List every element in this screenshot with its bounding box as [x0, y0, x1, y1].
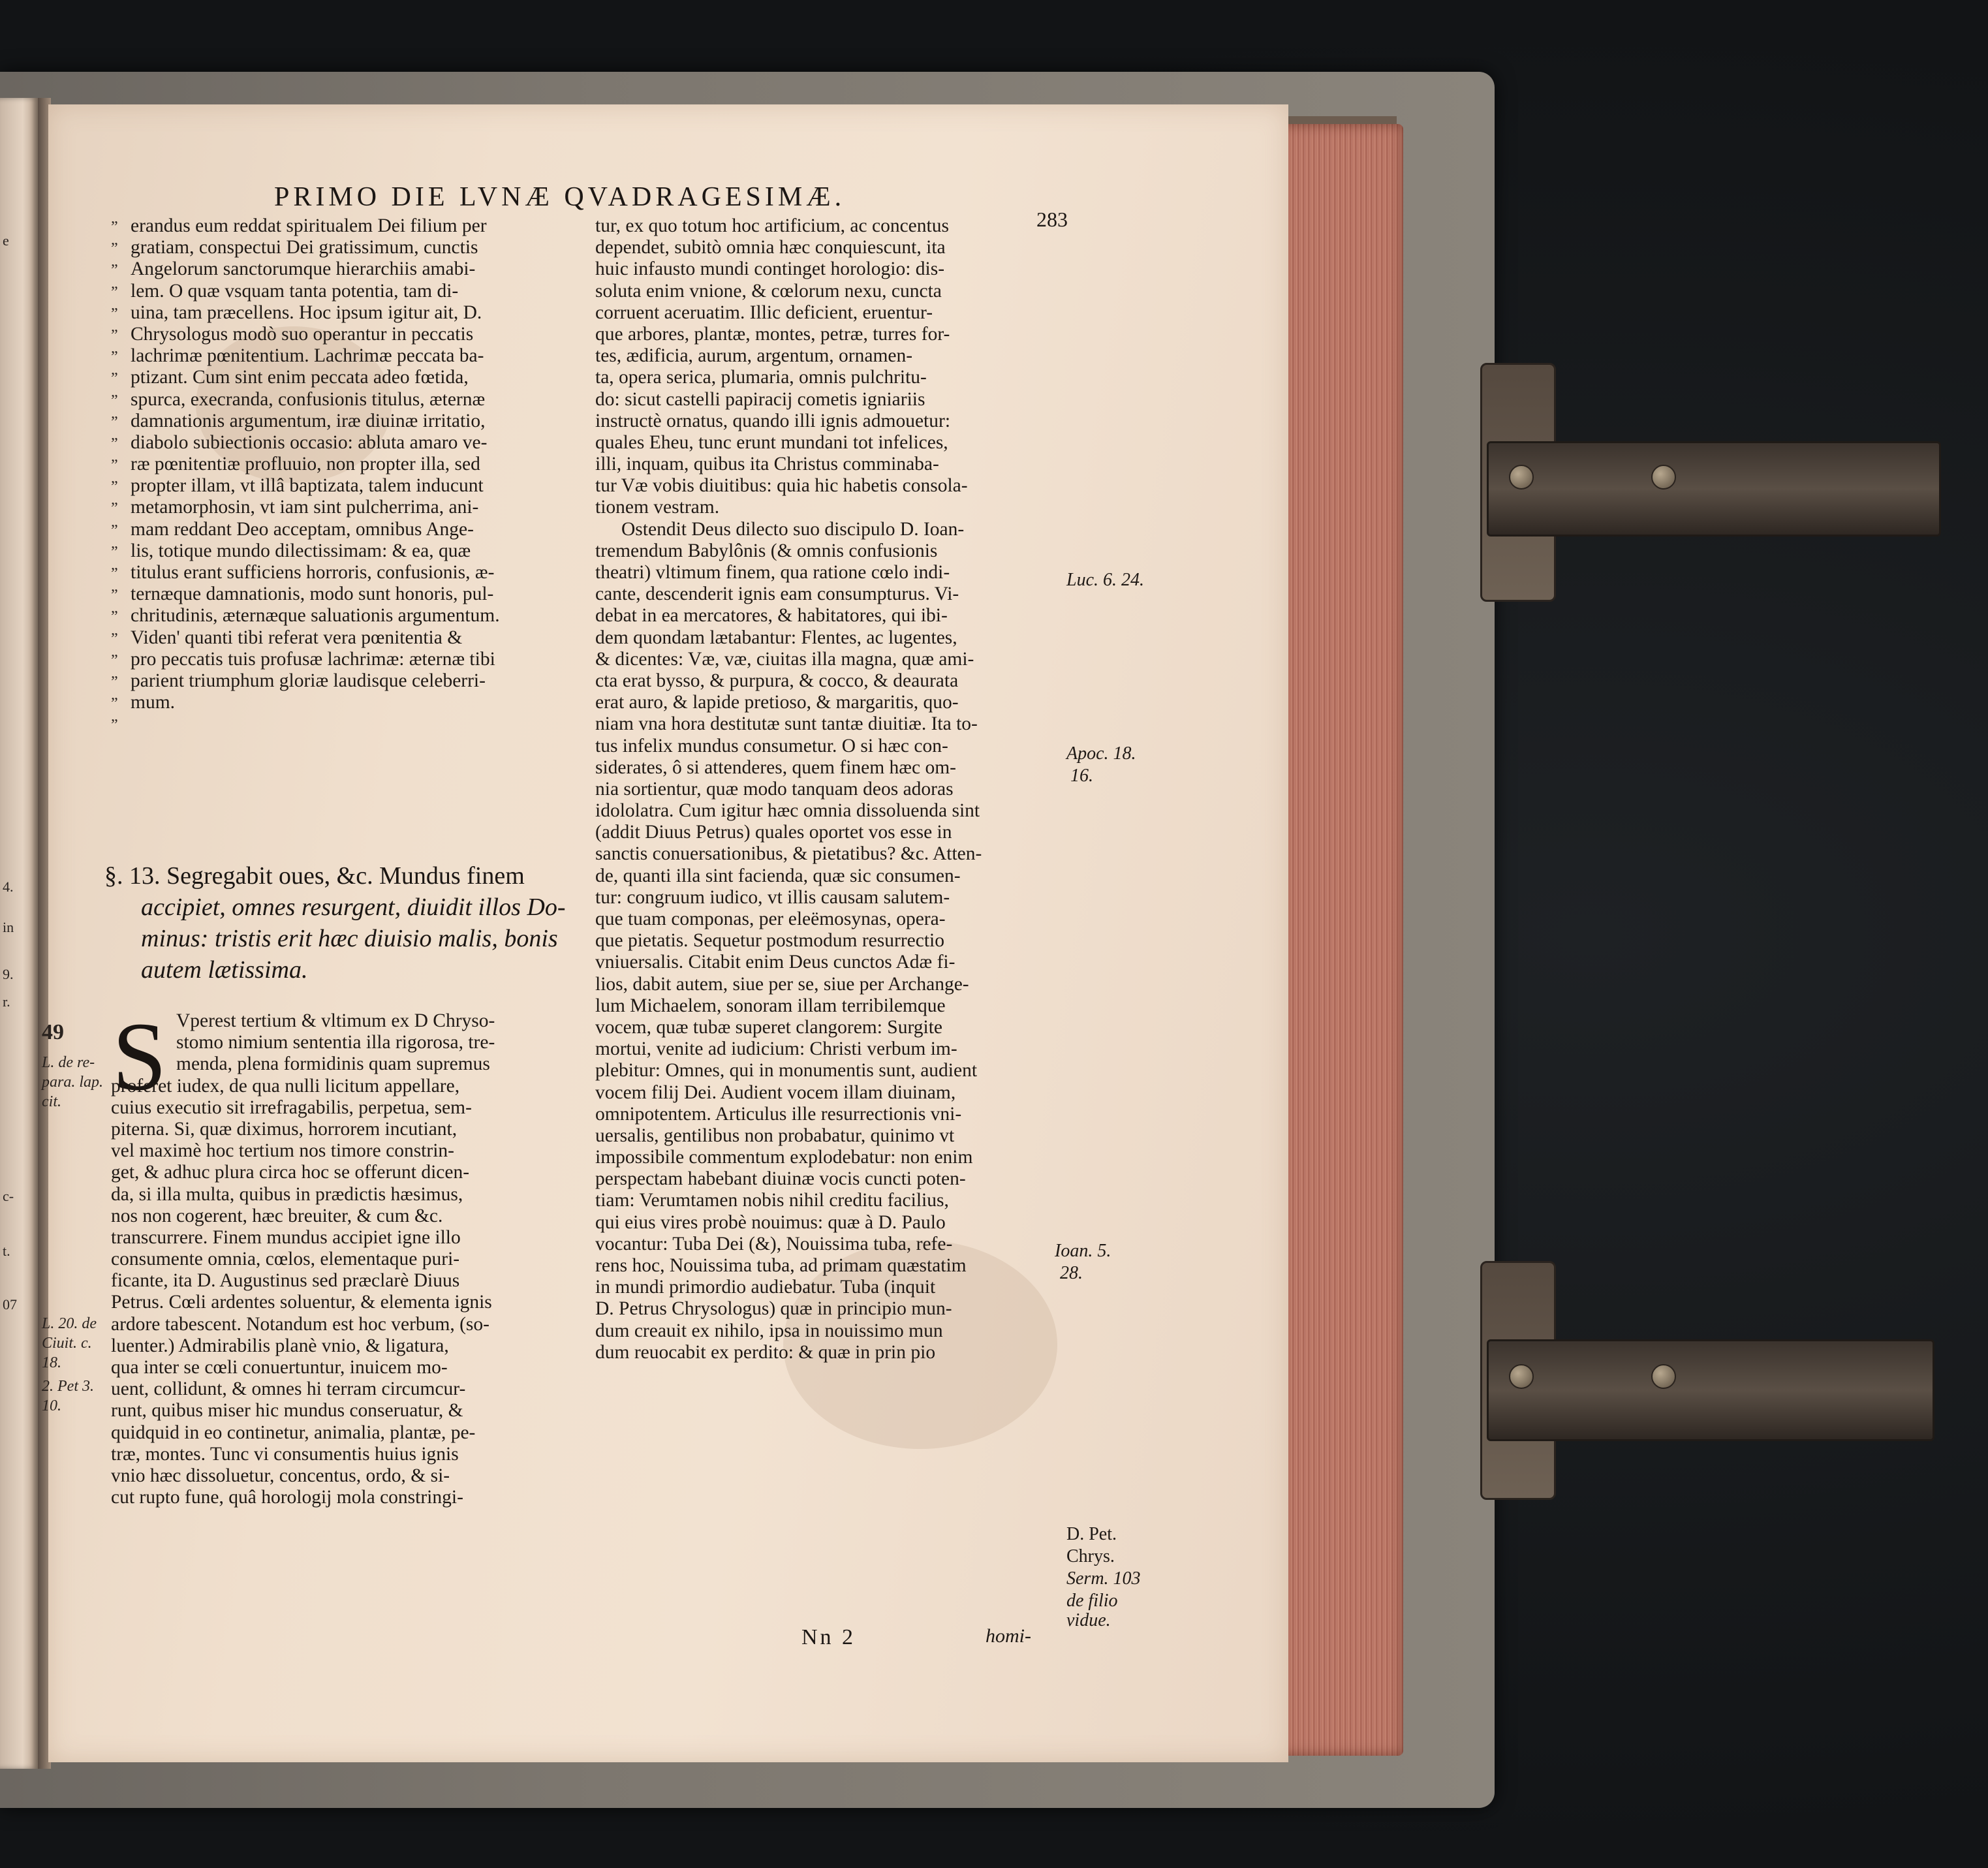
catchword: homi- [986, 1625, 1031, 1647]
rivet-icon [1509, 465, 1534, 490]
text-line: uent, collidunt, & omnes hi terram circumcur- [111, 1378, 466, 1400]
quote-mark: ” [111, 305, 118, 322]
text-line: (addit Diuus Petrus) quales oportet vos esse in [595, 822, 952, 843]
text-line: omnipotentem. Articulus ille resurrectionis vni- [595, 1103, 962, 1125]
text-line: luenter.) Admirabilis planè vnio, & ligatura, [111, 1335, 449, 1356]
text-line: vel maximè hoc tertium nos timore constrin- [111, 1140, 454, 1162]
line-text: ptizant. Cum sint enim peccata adeo fœtida, [131, 367, 469, 388]
section-heading [104, 860, 600, 986]
prev-mark: t. [3, 1243, 10, 1259]
text-line: vocem, quæ tubæ superet clangorem: Surgite [595, 1016, 942, 1038]
text-line: Petrus. Cœli ardentes soluentur, & elementa ignis [111, 1292, 492, 1313]
text-line [111, 540, 587, 562]
prev-mark: 9. [3, 966, 14, 982]
text-line: lios, dabit autem, siue per se, siue per Archange- [595, 973, 969, 995]
drop-cap: S [112, 1003, 167, 1111]
text-line: de, quanti illa sint facienda, quæ sic consumen- [595, 865, 961, 886]
text-line: que pietatis. Sequetur postmodum resurrectio [595, 930, 944, 952]
quote-mark: ” [111, 608, 118, 626]
line-text: propter illam, vt illâ baptizata, talem inducunt [131, 475, 484, 497]
text-line [111, 713, 587, 735]
text-line: da, si illa multa, quibus in prædictis hæsimus, [111, 1183, 463, 1205]
text-line: dem quondam lætabantur: Flentes, ac lugentes, [595, 627, 957, 648]
clasp-strap-upper [1487, 441, 1941, 537]
text-line: plebitur: Omnes, qui in monumentis sunt, audient [595, 1060, 978, 1082]
quote-mark: ” [111, 457, 118, 475]
text-line: dum reuocabit ex perdito: & quæ in prin pio [595, 1341, 936, 1363]
text-line: consumente omnia, cœlos, elementaque puri- [111, 1249, 460, 1270]
margin-note: Apoc. 18. [1066, 743, 1136, 764]
text-line [111, 562, 587, 584]
text-line [111, 389, 587, 411]
text-line [111, 670, 587, 692]
text-line: sanctis conuersationibus, & pietatibus? &c. Atten- [595, 843, 982, 865]
text-line [111, 411, 587, 432]
quote-mark: ” [111, 392, 118, 409]
text-line: do: sicut castelli papiracij cometis igniariis [595, 388, 925, 410]
text-line: tiam: Verumtamen nobis nihil creditu facilius, [595, 1190, 949, 1211]
text-line: vnio hæc dissoluetur, concentus, ordo, & si- [111, 1465, 450, 1486]
text-line: nos non cogerent, hæc breuiter, & cum &c. [111, 1205, 443, 1226]
line-text: uina, tam præcellens. Hoc ipsum igitur ait, D. [131, 302, 482, 323]
line-text: diabolo subiectionis occasio: abluta amaro ve- [131, 431, 488, 453]
page-number: 283 [1036, 208, 1068, 231]
text-line: mortui, venite ad iudicium: Christi verbum im- [595, 1038, 957, 1060]
margin-note: de filio [1066, 1591, 1118, 1611]
prev-mark: 07 [3, 1296, 17, 1313]
text-line: cante, descenderit ignis eam consumpturus. Vi- [595, 584, 959, 605]
text-line: & dicentes: Væ, væ, ciuitas illa magna, quæ ami- [595, 648, 974, 670]
text-line: huic infausto mundi continget horologio: dis- [595, 258, 945, 280]
text-line: ta, opera serica, plumaria, omnis pulchritu- [595, 367, 927, 388]
rivet-icon [1509, 1364, 1534, 1389]
margin-note: Ioan. 5. [1055, 1241, 1111, 1261]
text-line: in mundi primordio audiebatur. Tuba (inquit [595, 1277, 936, 1298]
quote-mark: ” [111, 478, 118, 496]
text-line: tes, ædificia, aurum, argentum, ornamen- [595, 345, 913, 367]
text-line: soluta enim vnione, & cœlorum nexu, cuncta [595, 280, 942, 302]
text-line: que tuam componas, per eleëmosynas, opera- [595, 909, 946, 929]
clasp-strap-lower [1487, 1339, 1934, 1441]
margin-note: Serm. 103 [1066, 1568, 1141, 1589]
text-line: dependet, subitò omnia hæc conquiescunt, ita [595, 237, 946, 258]
quote-mark: ” [111, 326, 118, 344]
quote-mark: ” [111, 651, 118, 669]
right-column [595, 215, 1088, 1363]
text-line: tionem vestram. [595, 497, 720, 518]
section-heading-line: §. 13. Segregabit oues, &c. Mundus finem [104, 862, 525, 890]
text-line: illi, inquam, quibus ita Christus comminaba- [595, 454, 939, 475]
text-line: perspectam habebant diuinæ vocis cuncti poten- [595, 1168, 966, 1190]
margin-note: 16. [1070, 766, 1093, 786]
quote-mark: ” [111, 630, 118, 647]
rivet-icon [1651, 465, 1676, 490]
line-text: ternæque damnationis, modo sunt honoris, pul- [131, 584, 494, 605]
line-text: titulus erant sufficiens horroris, confusionis, æ- [131, 562, 495, 583]
text-line: nia sortientur, quæ modo tanquam deos adoras [595, 778, 954, 800]
text-line [111, 497, 587, 518]
text-line: menda, plena formidinis quam supremus [176, 1053, 490, 1075]
prev-mark: e [3, 232, 9, 249]
prev-mark: 4. [3, 879, 14, 895]
line-text: ræ pœnitentiæ profluuio, non propter illa, sed [131, 454, 480, 475]
line-text: Chrysologus modò suo operantur in peccatis [131, 323, 474, 345]
margin-note: para. lap. [42, 1074, 104, 1091]
margin-note: 28. [1060, 1263, 1083, 1283]
line-text: spurca, execranda, confusionis titulus, æternæ [131, 388, 486, 410]
text-line: niam vna hora destitutæ sunt tantæ diuitiæ. Ita to- [595, 713, 978, 735]
text-line: tur: congruum iudico, vt illis causam salutem- [595, 886, 950, 908]
text-line [111, 302, 587, 324]
text-line [111, 345, 587, 367]
quote-mark: ” [111, 240, 118, 258]
previous-page-edge [0, 98, 38, 1769]
text-line [111, 519, 587, 540]
text-line: get, & adhuc plura circa hoc se offerunt dicen- [111, 1162, 470, 1183]
margin-note: L. de re- [42, 1054, 95, 1071]
margin-note: Luc. 6. 24. [1066, 570, 1144, 590]
margin-note: cit. [42, 1093, 61, 1110]
margin-note: vidue. [1066, 1610, 1111, 1630]
margin-note: L. 20. de [42, 1315, 97, 1332]
text-line: vniuersalis. Citabit enim Deus cunctos Adæ fi- [595, 952, 955, 973]
text-line: transcurrere. Finem mundus accipiet igne illo [111, 1226, 461, 1248]
quote-mark: ” [111, 673, 118, 691]
text-line: uersalis, gentilibus non probabatur, quinimo vt [595, 1125, 955, 1146]
text-line [111, 367, 587, 388]
quote-mark: ” [111, 717, 118, 734]
text-line: impossibile commentum explodebatur: non enim [595, 1147, 973, 1168]
text-line: cut rupto fune, quâ horologij mola constringi- [111, 1487, 463, 1508]
quote-mark: ” [111, 370, 118, 388]
text-line: rens hoc, Nouissima tuba, ad primam quæstatim [595, 1255, 967, 1276]
text-line: siderates, ô si attenderes, quem finem hæc om- [595, 756, 956, 778]
line-text: gratiam, conspectui Dei gratissimum, cunctis [131, 237, 478, 258]
text-line: træ, montes. Tunc vi consumentis huius ignis [111, 1443, 459, 1465]
quote-mark: ” [111, 695, 118, 713]
left-column-quote [111, 215, 587, 736]
text-line [111, 649, 587, 670]
quote-mark: ” [111, 587, 118, 604]
text-line [111, 324, 587, 345]
text-line: runt, quibus miser hic mundus conseruatur, & [111, 1400, 463, 1422]
text-line [111, 215, 587, 237]
section-heading-line: accipiet, omnes resurgent, diuidit illos Do- [141, 894, 566, 921]
line-text: chritudinis, æternæque saluationis argumentum. [131, 605, 500, 627]
line-text: metamorphosin, vt iam sint pulcherrima, ani- [131, 497, 479, 518]
text-line [111, 454, 587, 475]
previous-page-marks [3, 98, 38, 1769]
quote-mark: ” [111, 543, 118, 561]
line-text: lachrimæ pœnitentium. Lachrimæ peccata ba- [131, 345, 484, 367]
text-line: vocem filij Dei. Audient vocem illam diuinam, [595, 1082, 956, 1103]
line-text: Angelorum sanctorumque hierarchiis amabi- [131, 258, 476, 280]
text-line: lum Michaelem, sonoram illam terribilemque [595, 995, 946, 1016]
text-line [111, 237, 587, 258]
margin-note: Chrys. [1066, 1546, 1115, 1566]
text-line [111, 281, 587, 302]
line-text: pro peccatis tuis profusæ lachrimæ: æternæ tibi [131, 648, 495, 670]
line-text: mum. [131, 692, 176, 713]
margin-note: Ciuit. c. [42, 1335, 92, 1352]
prev-mark: c- [3, 1188, 14, 1204]
prev-mark: r. [3, 993, 10, 1010]
margin-note: 2. Pet 3. [42, 1378, 94, 1395]
text-line: theatri) vltimum finem, qua ratione cœlo indi- [595, 562, 950, 583]
margin-note: 18. [42, 1354, 61, 1371]
text-line: tur, ex quo totum hoc artificium, ac concentus [595, 215, 949, 236]
page-fore-edge [1279, 124, 1403, 1756]
line-text: damnationis argumentum, iræ diuinæ irritatio, [131, 410, 486, 431]
text-line: proferet iudex, de qua nulli licitum appellare, [111, 1075, 460, 1097]
text-line: tremendum Babylônis (& omnis confusionis [595, 540, 938, 561]
text-line: qua inter se cœli conuertuntur, inuicem mo- [111, 1357, 448, 1378]
text-line: ficante, ita D. Augustinus sed præclarè Diuus [111, 1270, 460, 1292]
text-line [111, 627, 587, 649]
quote-mark: ” [111, 219, 118, 236]
text-line: instructè ornatus, quando illi ignis admouetur: [595, 410, 951, 431]
running-header: PRIMO DIE LVNÆ QVADRAGESIMÆ. [274, 182, 846, 212]
rivet-icon [1651, 1364, 1676, 1389]
prev-mark: in [3, 919, 14, 935]
quote-mark: ” [111, 349, 118, 366]
text-line: debat in ea mercatores, & habitatores, qui ibi- [595, 605, 948, 627]
margin-note: D. Pet. [1066, 1524, 1117, 1544]
text-line: tur Væ vobis diuitibus: quia hic habetis consola- [595, 475, 968, 497]
text-line: ardore tabescent. Notandum est hoc verbum, (so- [111, 1313, 489, 1335]
text-line [111, 432, 587, 454]
text-line [111, 475, 587, 497]
quote-mark: ” [111, 413, 118, 431]
text-line [111, 692, 587, 713]
line-text: Viden' quanti tibi referat vera pœnitentia & [131, 627, 463, 648]
quote-mark: ” [111, 500, 118, 518]
text-line: Vperest tertium & vltimum ex D Chryso- [176, 1010, 495, 1031]
text-line: dum creauit ex nihilo, ipsa in nouissimo mun [595, 1320, 943, 1341]
text-line [111, 258, 587, 280]
line-text: parient triumphum gloriæ laudisque celeberri- [131, 670, 486, 691]
left-column-body [111, 1003, 587, 1508]
quote-mark: ” [111, 565, 118, 582]
text-line: corruent aceruatim. Illic deficient, eruentur- [595, 302, 933, 323]
line-text: erandus eum reddat spiritualem Dei filium per [131, 215, 487, 236]
section-heading-line: minus: tristis erit hæc diuisio malis, bonis [141, 925, 558, 952]
line-text: mam reddant Deo acceptam, omnibus Ange- [131, 518, 474, 540]
text-line: piterna. Si, quæ diximus, horrorem incutiant, [111, 1118, 458, 1140]
quote-mark: ” [111, 262, 118, 279]
text-line: D. Petrus Chrysologus) quæ in principio mun- [595, 1298, 952, 1320]
text-line [111, 584, 587, 605]
margin-note: 10. [42, 1397, 61, 1414]
text-line: idololatra. Cum igitur hæc omnia dissoluenda sint [595, 800, 980, 822]
text-line: quales Eheu, tunc erunt mundani tot infelices, [595, 431, 948, 453]
text-line: erat auro, & lapide pretioso, & margaritis, quo- [595, 692, 959, 713]
text-line [111, 605, 587, 627]
margin-note-number: 49 [42, 1020, 64, 1044]
quote-mark: ” [111, 283, 118, 301]
line-text: lem. O quæ vsquam tanta potentia, tam di- [131, 280, 459, 302]
text-line: que arbores, plantæ, montes, petræ, turres for- [595, 323, 950, 345]
quote-mark: ” [111, 435, 118, 452]
text-line: vocantur: Tuba Dei (&), Nouissima tuba, refe- [595, 1233, 953, 1254]
text-line: cta erat bysso, & purpura, & cocco, & deaurata [595, 670, 959, 691]
text-line: quidquid in eo continetur, animalia, plantæ, pe- [111, 1422, 476, 1443]
line-text: lis, totique mundo dilectissimam: & ea, quæ [131, 540, 471, 561]
section-heading-line: autem lætissima. [141, 956, 308, 984]
text-line: cuius executio sit irrefragabilis, perpetua, sem- [111, 1097, 472, 1118]
signature-mark: Nn 2 [801, 1625, 856, 1649]
text-line: Ostendit Deus dilecto suo discipulo D. Ioan- [621, 518, 965, 540]
text-line: tus infelix mundus consumetur. O si hæc con- [595, 735, 948, 756]
text-line: stomo nimium sententia illa rigorosa, tre- [176, 1032, 495, 1053]
text-line: qui eius vires probè nouimus: quæ à D. Paulo [595, 1211, 946, 1233]
quote-mark: ” [111, 521, 118, 539]
